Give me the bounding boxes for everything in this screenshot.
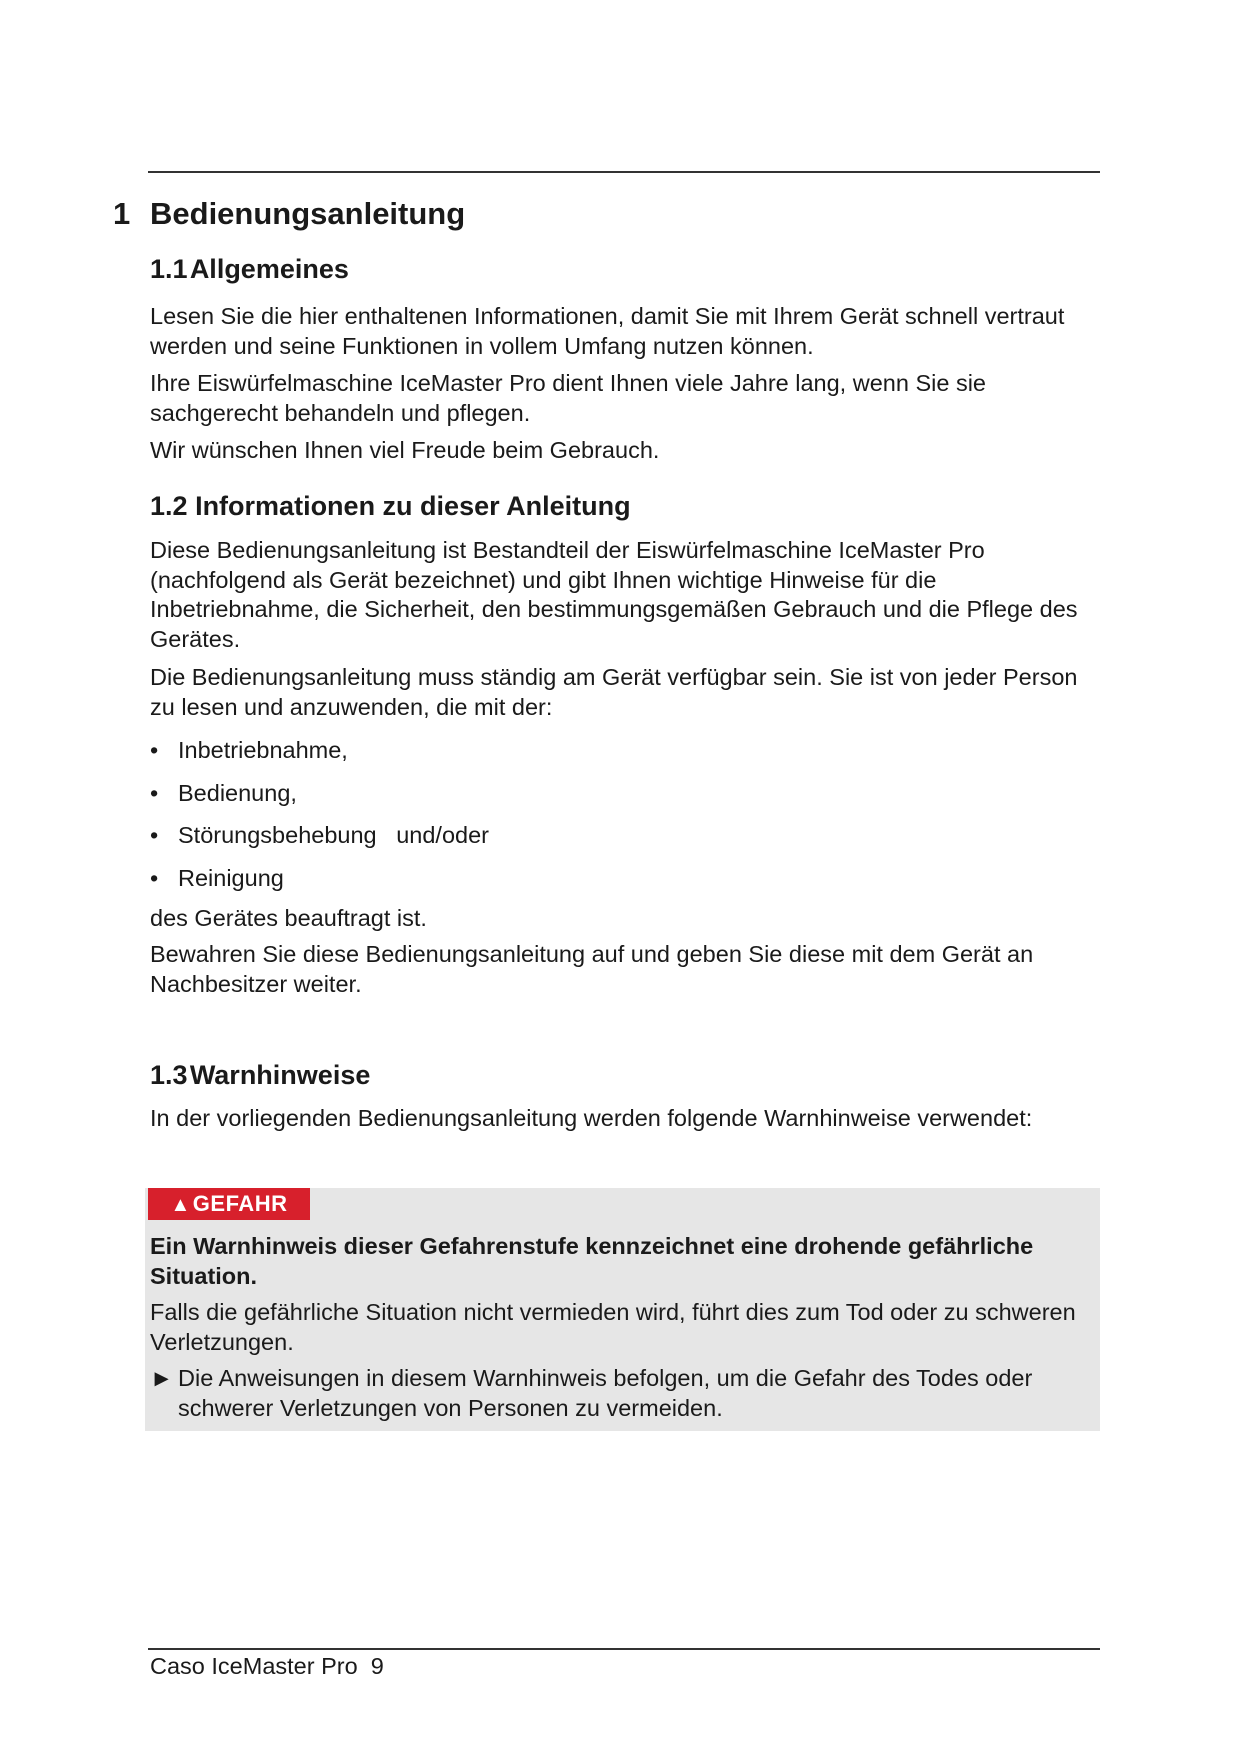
arrow-right-icon: ► [150,1365,174,1391]
warning-text: Falls die gefährliche Situation nicht vermieden wird, führt dies zum Tod oder zu schweren Verletzungen. [150,1299,1076,1355]
bullet-icon: • [150,780,159,806]
paragraph: Wir wünschen Ihnen viel Freude beim Gebrauch. [150,437,660,463]
warning-action [150,1364,1090,1423]
section-title: Allgemeines [189,254,349,284]
section-heading-1-1 [150,252,349,286]
bullet-icon: • [150,737,159,763]
warning-headline: Ein Warnhinweis dieser Gefahrenstufe kennzeichnet eine drohende gefährliche Situation. [150,1233,1034,1289]
paragraph: Bewahren Sie diese Bedienungsanleitung auf und geben Sie diese mit dem Gerät an Nachbesitzer weiter. [150,941,1034,997]
chapter-title: Bedienungsanleitung [150,196,466,231]
footer-rule [148,1648,1100,1650]
section-number: 1.3 [150,1060,188,1090]
page-footer: Caso IceMaster Pro 9 [150,1653,384,1679]
paragraph: Die Bedienungsanleitung muss ständig am Gerät verfügbar sein. Sie ist von jeder Person zu lesen und anzuwenden, die mit der: [150,664,1078,720]
header-rule [148,171,1100,173]
chapter-number: 1 [113,196,131,231]
paragraph: Diese Bedienungsanleitung ist Bestandteil der Eiswürfelmaschine IceMaster Pro (nachfolgend als Gerät bezeichnet) und gibt Ihnen wichtige Hinweise für die Inbetriebnahme, die Sicherheit, den bestimmungsgemäßen Gebrauch und die Pflege des Gerätes. [150,537,1078,652]
bullet-icon: • [150,822,159,848]
section-title: Informationen zu dieser Anleitung [195,491,631,521]
chapter-heading [113,194,465,234]
section-number: 1.1 [150,254,188,284]
section-heading-1-2 [150,489,631,523]
danger-badge [148,1188,310,1220]
paragraph: In der vorliegenden Bedienungsanleitung werden folgende Warnhinweise verwendet: [150,1105,1033,1131]
warning-triangle-icon: ▲ [170,1194,191,1216]
section-heading-1-3 [150,1058,370,1092]
section-title: Warnhinweise [189,1060,371,1090]
danger-label: GEFAHR [192,1191,288,1216]
bullet-icon: • [150,865,159,891]
section-number: 1.2 [150,491,188,521]
warning-action-text: Die Anweisungen in diesem Warnhinweis befolgen, um die Gefahr des Todes oder schwerer Verletzungen von Personen zu vermeiden. [178,1365,1033,1421]
paragraph: des Gerätes beauftragt ist. [150,905,427,931]
paragraph: Ihre Eiswürfelmaschine IceMaster Pro dient Ihnen viele Jahre lang, wenn Sie sie sachgerecht behandeln und pflegen. [150,370,986,426]
paragraph: Lesen Sie die hier enthaltenen Informationen, damit Sie mit Ihrem Gerät schnell vertraut werden und seine Funktionen in vollem Umfang nutzen können. [150,303,1065,359]
